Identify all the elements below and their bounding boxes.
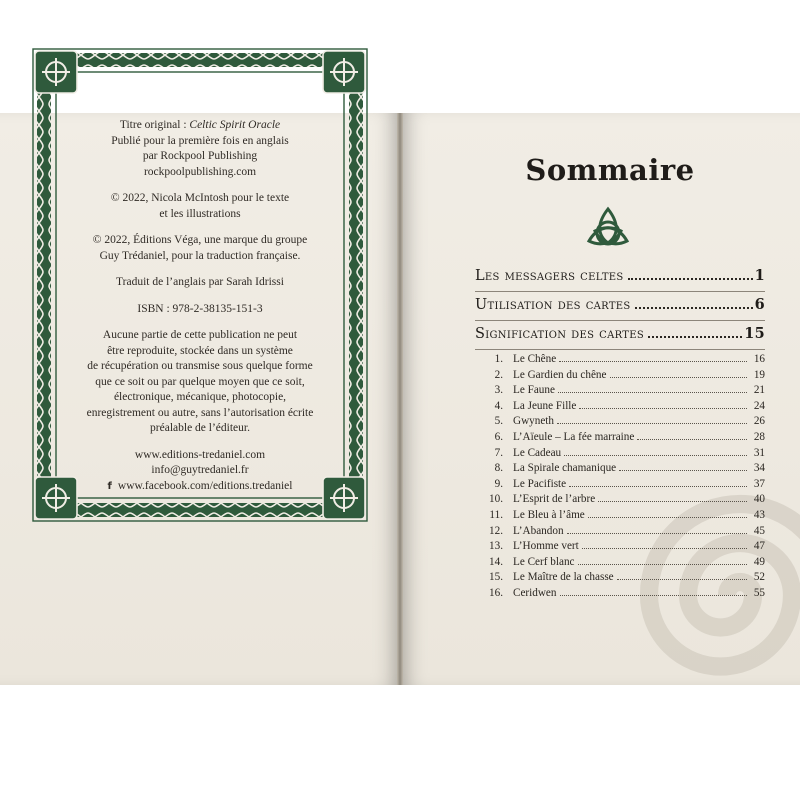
dot-leader (560, 595, 748, 596)
toc-entry-label: Le Maître de la chasse (513, 571, 614, 584)
copyright-translation-2: Guy Trédaniel, pour la traduction française. (99, 249, 301, 262)
toc-entry-number: 16. (489, 586, 503, 599)
translator-line: Traduit de l’anglais par Sarah Idrissi (116, 276, 284, 288)
toc-entry[interactable] (475, 353, 765, 369)
toc-entry-label: Le Chêne (513, 353, 557, 365)
toc-entry-page: 24 (753, 399, 765, 412)
facebook-line (108, 479, 293, 495)
toc-entry-number: 1. (494, 353, 503, 365)
toc-entry[interactable] (475, 431, 765, 447)
toc-entry[interactable] (475, 384, 765, 400)
copyright-author-2: et les illustrations (159, 207, 241, 220)
toc-entry-label: La Jeune Fille (513, 399, 577, 412)
toc-entry-label: L’Esprit de l’arbre (513, 493, 596, 506)
toc-entry[interactable] (475, 462, 765, 478)
rights-line: être reproduite, stockée dans un système (107, 344, 293, 357)
dot-leader (569, 486, 747, 487)
toc-entry-page: 55 (753, 586, 765, 599)
toc-entry-label: Le Cadeau (513, 446, 562, 459)
toc-entry-number: 9. (494, 477, 503, 490)
toc-entry-number: 6. (494, 430, 503, 443)
toc-entry-label: La Spirale chamanique (513, 462, 617, 475)
facebook-icon: f (107, 480, 112, 492)
isbn: ISBN : 978-2-38135-151-3 (137, 302, 263, 315)
toc-entry-label: Le Bleu à l’âme (513, 508, 585, 521)
published-line: Publié pour la première fois en anglais (111, 134, 289, 147)
toc-entry-number: 3. (494, 384, 503, 397)
dot-leader (598, 501, 747, 502)
dot-leader (648, 336, 742, 338)
toc-entry[interactable] (475, 571, 765, 587)
dot-leader (628, 278, 753, 280)
toc-entry[interactable] (475, 478, 765, 494)
toc-entry[interactable] (475, 540, 765, 556)
dot-leader (567, 533, 747, 534)
toc-entry[interactable] (475, 447, 765, 463)
dot-leader (619, 470, 747, 471)
toc-entry-label: Le Pacifiste (513, 477, 567, 490)
toc-entry-page: 43 (753, 508, 765, 521)
triquetra-icon (583, 205, 633, 253)
original-title: Celtic Spirit Oracle (189, 119, 281, 131)
dot-leader (564, 455, 747, 456)
toc-entry-number: 7. (494, 446, 503, 459)
toc-entry-label: Le Faune (513, 384, 555, 397)
toc-entry[interactable] (475, 369, 765, 385)
toc-section-label: Signification des cartes (475, 326, 644, 342)
rights-line: préalable de l’éditeur. (150, 422, 250, 434)
toc-section-page: 1 (754, 267, 765, 284)
toc-entry-number: 10. (489, 493, 503, 506)
toc-entry[interactable] (475, 509, 765, 525)
colophon-text (64, 118, 336, 494)
toc-section[interactable] (475, 296, 765, 313)
toc-entry-page: 26 (753, 415, 765, 428)
toc-section-label: Utilisation des cartes (475, 297, 631, 313)
toc-entry-label: Le Cerf blanc (513, 555, 575, 568)
toc-section-page: 15 (744, 325, 765, 342)
dot-leader (558, 392, 747, 393)
toc-entry[interactable] (475, 587, 765, 603)
toc-entry[interactable] (475, 415, 765, 431)
section-divider (475, 291, 765, 292)
dot-leader (578, 564, 748, 565)
toc-entry[interactable] (475, 525, 765, 541)
original-title-label: Titre original : (119, 119, 187, 131)
toc-list (475, 353, 765, 603)
book-spine (397, 113, 403, 685)
toc-entry-number: 11. (489, 508, 503, 521)
toc-entry-label: L’Aïeule – La fée marraine (513, 430, 635, 443)
copyright-author-1: © 2022, Nicola McIntosh pour le texte (110, 192, 290, 204)
dot-leader (588, 517, 747, 518)
rights-line: électronique, mécanique, photocopie, (113, 391, 287, 403)
rights-line: de récupération ou transmise sous quelque forme (87, 360, 313, 372)
toc-entry-page: 31 (753, 446, 765, 459)
copyright-translation-1: © 2022, Éditions Véga, une marque du groupe (92, 234, 308, 246)
toc-entry-page: 16 (753, 353, 765, 365)
toc-entry-label: Gwyneth (513, 415, 555, 428)
toc-entry-number: 15. (489, 571, 503, 584)
toc-entry-number: 8. (494, 462, 503, 475)
dot-leader (617, 579, 747, 580)
toc-entry-number: 4. (494, 399, 503, 412)
toc-entry-label: L’Homme vert (513, 540, 579, 553)
toc-section[interactable] (475, 325, 765, 342)
dot-leader (637, 439, 747, 440)
toc-entry-page: 45 (753, 524, 765, 537)
dot-leader (610, 377, 748, 378)
toc-section[interactable] (475, 267, 765, 284)
facebook-link: www.facebook.com/editions.tredaniel (117, 479, 293, 492)
toc-entry[interactable] (475, 493, 765, 509)
toc-entry-number: 14. (489, 555, 503, 568)
toc-entry-page: 34 (753, 462, 765, 475)
toc-entry-number: 12. (489, 524, 503, 537)
toc-entry-label: L’Abandon (513, 524, 564, 537)
dot-leader (582, 548, 747, 549)
toc-entry[interactable] (475, 400, 765, 416)
toc-entry-page: 40 (753, 493, 765, 506)
publisher-site: rockpoolpublishing.com (143, 165, 257, 178)
rights-line: enregistrement ou autre, sans l’autorisation écrite (86, 406, 314, 419)
rights-line: que ce soit ou par quelque moyen que ce soit, (95, 375, 305, 388)
section-divider (475, 349, 765, 350)
toc-entry-page: 19 (753, 368, 765, 381)
dot-leader (559, 361, 747, 362)
dot-leader (579, 408, 747, 409)
dot-leader (635, 307, 753, 309)
toc-section-label: Les messagers celtes (475, 268, 624, 284)
section-divider (475, 320, 765, 321)
toc-entry-label: Le Gardien du chêne (513, 368, 607, 381)
toc-entry-page: 37 (753, 477, 765, 490)
publisher-line: par Rockpool Publishing (142, 150, 258, 162)
toc-section-page: 6 (754, 296, 765, 313)
email-link: info@guytredaniel.fr (151, 464, 249, 476)
toc-entry[interactable] (475, 556, 765, 572)
toc-entry-label: Ceridwen (513, 586, 557, 599)
dot-leader (557, 423, 747, 424)
website-link: www.editions-tredaniel.com (134, 448, 266, 461)
toc-entry-number: 5. (494, 415, 503, 428)
toc-entry-number: 2. (494, 368, 503, 381)
toc-entry-page: 28 (753, 430, 765, 443)
toc-entry-number: 13. (489, 540, 503, 553)
toc-entry-page: 21 (753, 384, 765, 397)
toc-entry-page: 47 (753, 540, 765, 553)
toc-entry-page: 52 (753, 571, 765, 584)
toc-entry-page: 49 (753, 555, 765, 568)
rights-line: Aucune partie de cette publication ne peut (102, 329, 298, 341)
toc-title: Sommaire (525, 153, 695, 187)
